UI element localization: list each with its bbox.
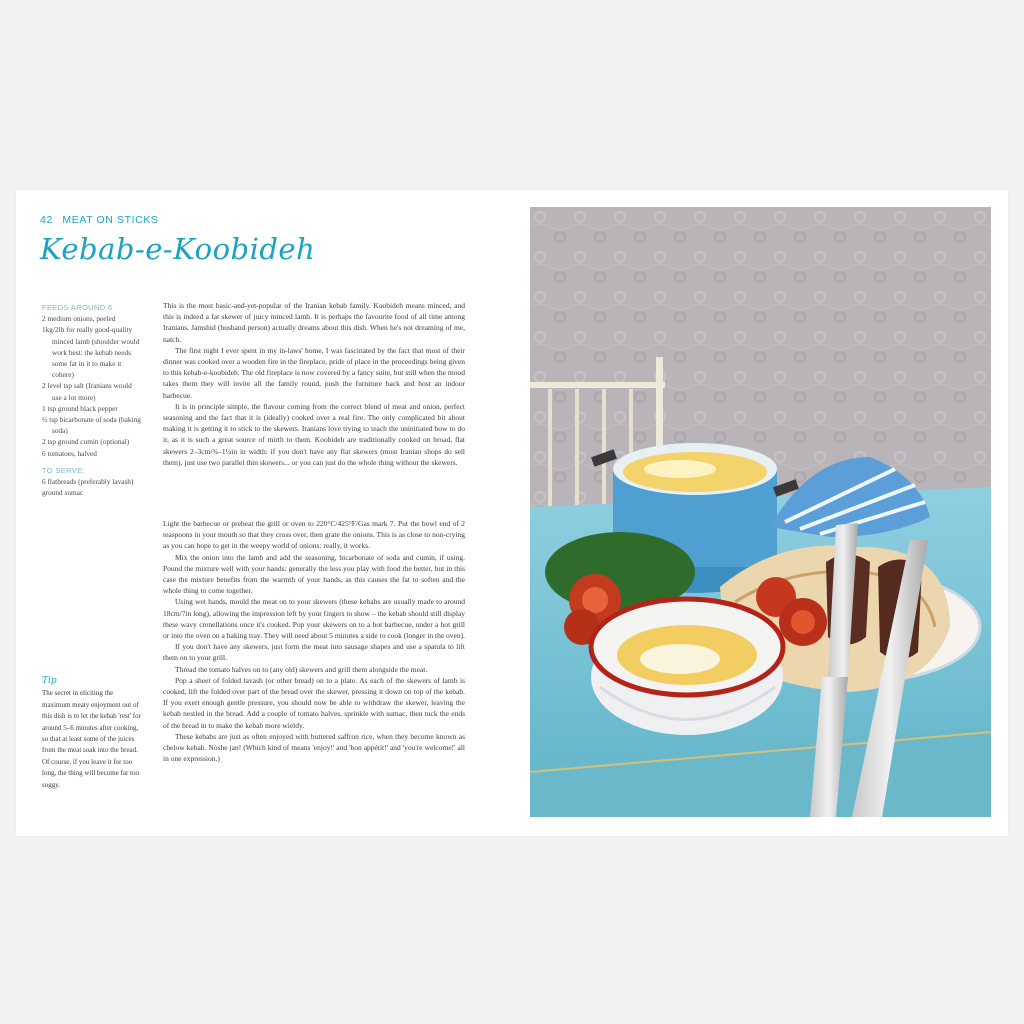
ingredient-item: 2 medium onions, peeled [42, 314, 116, 324]
tip-box [42, 676, 142, 791]
serve-heading: TO SERVE: [42, 465, 85, 475]
running-header [40, 214, 159, 226]
method-paragraph: Light the barbecue or preheat the grill or oven to 220°C/425°F/Gas mark 7. Put the bowl end of 2 teaspoons in your mouth so that they cross over, then grate the onions. This is as close to non-crying as you can hope to get in the weepy world of onions: really, it works. [163, 519, 465, 551]
ingredient-item: 2 tsp ground cumin (optional) [42, 437, 130, 447]
method-paragraph: Thread the tomato halves on to (any old) skewers and grill them alongside the meat. [175, 664, 428, 674]
serve-item: ground sumac [42, 488, 84, 498]
intro-paragraph: The first night I ever spent in my in-laws' home, I was fascinated by the fact that most of their dinner was cooked over a wooden fire in the fireplace, pride of place in the proceedings being given to this kebab-e-koobideh. The old fireplace is now covered by a fancy suite, but still when the mood takes them they will invite all the family round, push the furniture back and host an indoor barbecue. [163, 345, 465, 400]
ingredient-item: 2 level tsp salt (Iranians would use a lot more) [42, 381, 132, 402]
intro-text [163, 300, 465, 468]
ingredients-heading: FEEDS AROUND 6 [42, 303, 113, 312]
ingredient-item: 1 tsp ground black pepper [42, 403, 118, 413]
method-paragraph: If you don't have any skewers, just form the meat into sausage shapes and use a spatula to lift them on to your grill. [163, 642, 465, 663]
ingredient-item: 6 tomatoes, halved [42, 448, 97, 458]
intro-paragraph: It is in principle simple, the flavour coming from the correct blend of meat and onion, perfect seasoning and the fact that it is (ideally) cooked over a real fire. The only complicated bit about making it is getting it to stick to the skewers. Iranians love trying to teach the uninitiated how to do it, as it is such a great source of mirth to them. Koobideh are traditionally cooked on broad, flat skewers 2–3cm/¾–1¼in in width: if you don't have any flat skewers (most Iranian shops do sell them), just use two parallel thin skewers... or you can just do the whole thing without the skewers. [163, 401, 465, 467]
recipe-title: Kebab-e-Koobideh [40, 232, 316, 266]
method-paragraph: Pop a sheet of folded lavash (or other bread) on to a plate. As each of the skewers of lamb is cooked, lift the folded over part of the bread over the skewer, pressing it down on top of the kebab. If you exert enough gentle pressure, you should now be able to withdraw the skewer, leaving the kebab nestled in the bread. Add a couple of tomato halves, sprinkle with sumac, then tuck the ends of the bread in to make the kebab more wieldy. [163, 675, 465, 730]
page-number: 42 [40, 214, 53, 226]
ingredient-item: 1kg/2lb for really good-quality minced lamb (shoulder would work best: the kebab needs some fat in it to make it cohere) [42, 325, 140, 380]
intro-paragraph: This is the most basic-and-yet-popular of the Iranian kebab family. Koobideh means minced, and this is indeed a fat skewer of juicy minced lamb. It is perhaps the favourite food of all time among Iranians. Jamshid (husband person) actually dreams about this dish. When he's not dreaming of me, natch. [163, 301, 465, 344]
method-paragraph: Using wet hands, mould the meat on to your skewers (these kebabs are usually made to around 18cm/7in long), allowing the impression left by your fingers to show – the kebab should still display these wavy crenellations once it's cooked. Pop your skewers on to a hot barbecue, under a hot grill or into the oven on a baking tray. They will need about 5 minutes a side to cook (longer in the oven). [163, 597, 466, 641]
tip-text: The secret in eliciting the maximum meaty enjoyment out of this dish is to let the kebab 'rest' for around 5–6 minutes after cooking, so that at least some of the juices from the meat soak into the bread. Of course, if you leave it for too long, the thing will become far too soggy. [42, 689, 141, 789]
method-paragraph: These kebabs are just as often enjoyed with buttered saffron rice, when they become known as chelow kebab. Noshe jan! (Which kind of means 'enjoy!' and 'bon appétit!' and 'you're welcome!' all in one expression.) [163, 731, 465, 764]
section-title: MEAT ON STICKS [62, 214, 159, 226]
serve-item: 6 flatbreads (preferably lavash) [42, 477, 134, 487]
method-paragraph: Mix the onion into the lamb and add the seasoning, bicarbonate of soda and cumin, if using. Pound the mixture well with your hands: generally the less you play with food the better, but in this case the mixture benefits from the warmth of your hands, as this causes the fat to soften and the whole thing to come together. [163, 552, 465, 596]
kebab-photo [530, 207, 991, 817]
ingredients-list [42, 302, 142, 498]
tip-heading: Tip [42, 676, 57, 686]
ingredient-item: ½ tsp bicarbonate of soda (baking soda) [42, 415, 141, 436]
method-text [163, 518, 465, 764]
